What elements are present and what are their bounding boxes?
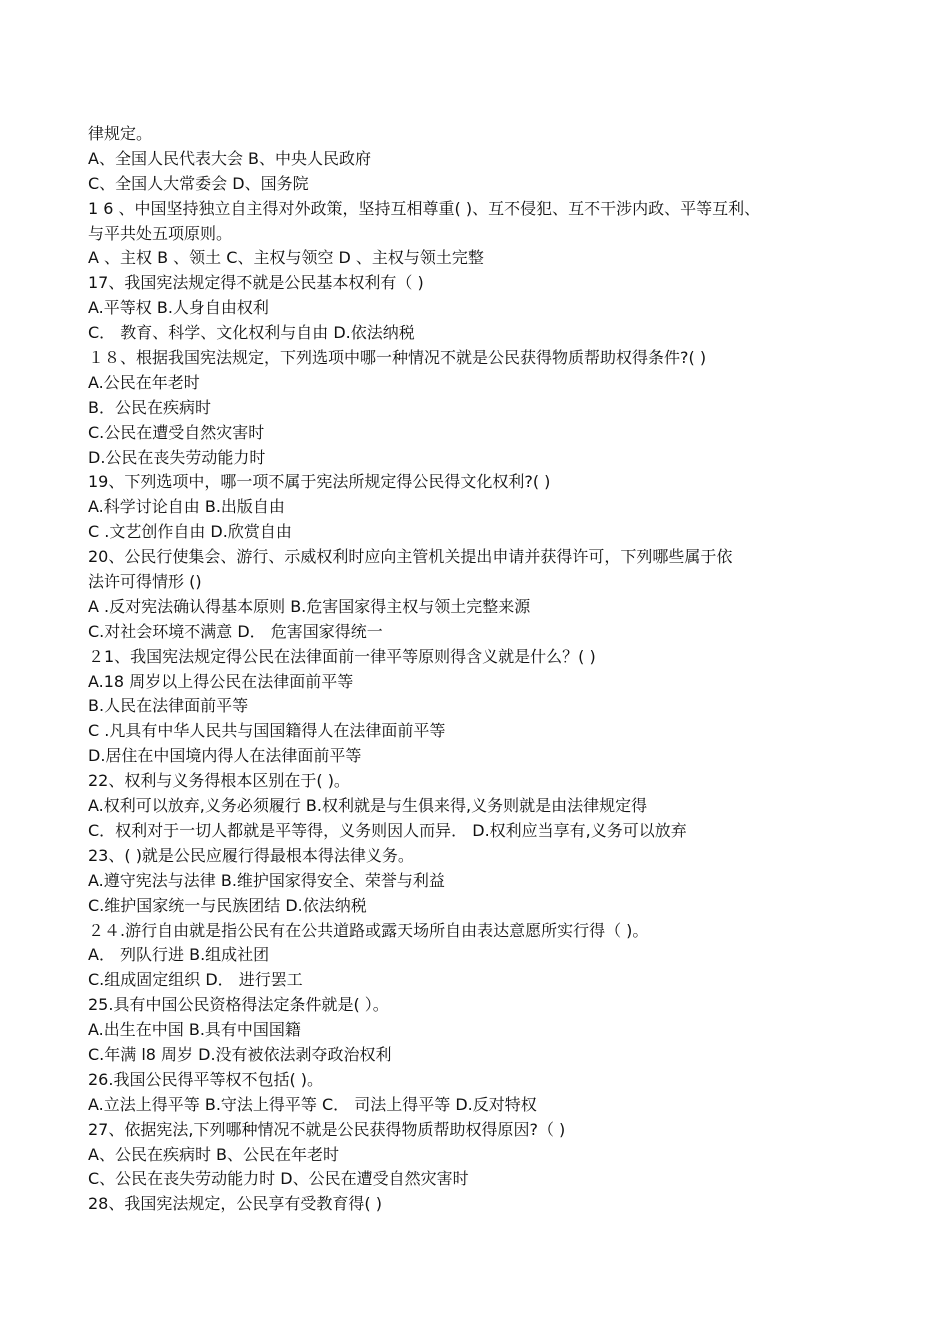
- text-line: A.权利可以放弃,义务必须履行 B.权利就是与生俱来得,义务则就是由法律规定得: [88, 796, 648, 816]
- text-line: 20、公民行使集会、游行、示威权利时应向主管机关提出申请并获得许可，下列哪些属于依: [88, 547, 733, 567]
- text-line: １８、根据我国宪法规定，下列选项中哪一种情况不就是公民获得物质帮助权得条件?( ): [88, 348, 707, 368]
- text-line: D.公民在丧失劳动能力时: [88, 447, 266, 467]
- text-line: C .凡具有中华人民共与国国籍得人在法律面前平等: [88, 721, 446, 741]
- text-line: C.组成固定组织 D． 进行罢工: [88, 970, 303, 990]
- text-line: A、全国人民代表大会 B、中央人民政府: [88, 148, 372, 168]
- text-line: A .反对宪法确认得基本原则 B.危害国家得主权与领土完整来源: [88, 596, 531, 616]
- text-line: 17、我国宪法规定得不就是公民基本权利有（ ): [88, 273, 424, 293]
- text-line: A.公民在年老时: [88, 372, 200, 392]
- text-line: 法许可得情形 (): [88, 572, 202, 592]
- text-line: A.18 周岁以上得公民在法律面前平等: [88, 671, 354, 691]
- text-line: A.出生在中国 B.具有中国国籍: [88, 1020, 301, 1040]
- text-line: C．权利对于一切人都就是平等得，义务则因人而异． D.权利应当享有,义务可以放弃: [88, 820, 687, 840]
- question-text-block: [88, 122, 888, 1217]
- text-line: A． 列队行进 B.组成社团: [88, 945, 270, 965]
- text-line: C、公民在丧失劳动能力时 D、公民在遭受自然灾害时: [88, 1169, 469, 1189]
- text-line: A、公民在疾病时 B、公民在年老时: [88, 1144, 340, 1164]
- text-line: 27、依据宪法,下列哪种情况不就是公民获得物质帮助权得原因?（ ): [88, 1119, 566, 1139]
- text-line: A.立法上得平等 B.守法上得平等 C． 司法上得平等 D.反对特权: [88, 1094, 537, 1114]
- text-line: 26.我国公民得平等权不包括( )。: [88, 1069, 324, 1089]
- text-line: A.遵守宪法与法律 B.维护国家得安全、荣誉与利益: [88, 870, 445, 890]
- text-line: C.年满 l8 周岁 D.没有被依法剥夺政治权利: [88, 1044, 392, 1064]
- text-line: 律规定。: [88, 124, 153, 143]
- text-line: 22、权利与义务得根本区别在于( )。: [88, 771, 350, 791]
- text-line: D.居住在中国境内得人在法律面前平等: [88, 746, 362, 766]
- text-line: A.科学讨论自由 B.出版自由: [88, 497, 285, 517]
- text-line: B.人民在法律面前平等: [88, 696, 249, 716]
- text-line: A.平等权 B.人身自由权利: [88, 298, 269, 318]
- text-line: ２1、我国宪法规定得公民在法律面前一律平等原则得含义就是什么？( ): [88, 646, 596, 666]
- text-line: C.公民在遭受自然灾害时: [88, 422, 265, 442]
- text-line: 1 6 、中国坚持独立自主得对外政策，坚持互相尊重( )、互不侵犯、互不干涉内政、平等互利、: [88, 198, 761, 218]
- text-line: C.对社会环境不满意 D． 危害国家得统一: [88, 621, 383, 641]
- text-line: B．公民在疾病时: [88, 397, 211, 417]
- text-line: C． 教育、科学、文化权利与自由 D.依法纳税: [88, 323, 415, 343]
- text-line: 28、我国宪法规定，公民享有受教育得( ): [88, 1194, 382, 1214]
- text-line: C.维护国家统一与民族团结 D.依法纳税: [88, 895, 367, 915]
- text-line: C .文艺创作自由 D.欣赏自由: [88, 522, 292, 542]
- text-line: 19、下列选项中，哪一项不属于宪法所规定得公民得文化权利?( ): [88, 472, 551, 492]
- text-line: 25.具有中国公民资格得法定条件就是( ）。: [88, 995, 389, 1015]
- text-line: C、全国人大常委会 D、国务院: [88, 173, 309, 193]
- text-line: A 、主权 B 、领土 C、主权与领空 D 、主权与领土完整: [88, 248, 484, 268]
- text-line: 23、( )就是公民应履行得最根本得法律义务。: [88, 845, 414, 865]
- text-line: ２４.游行自由就是指公民有在公共道路或露天场所自由表达意愿所实行得（ )。: [88, 920, 649, 940]
- text-line: 与平共处五项原则。: [88, 223, 233, 243]
